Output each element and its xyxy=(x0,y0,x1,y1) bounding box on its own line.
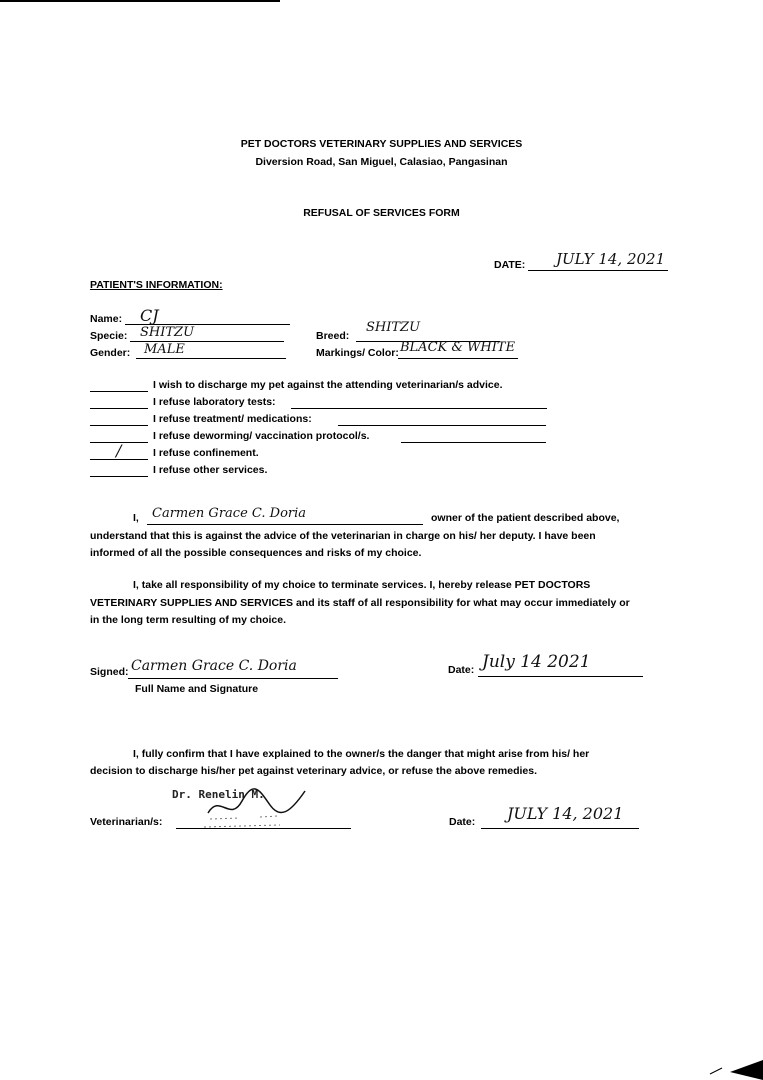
breed-label: Breed: xyxy=(316,330,350,342)
company-address: Diversion Road, San Miguel, Calasiao, Pangasinan xyxy=(255,156,508,168)
owner-line-2: understand that this is against the advice of the veterinarian in charge on his/ her deputy. I have been xyxy=(90,530,596,542)
scan-corner-mark xyxy=(700,1050,763,1080)
detail-line xyxy=(338,425,546,426)
markings-line xyxy=(398,358,518,359)
vet-date-line xyxy=(481,828,639,829)
checklist-item[interactable] xyxy=(90,441,560,465)
vet-confirm-line-1: I, fully confirm that I have explained to the owner/s the danger that might arise from his/ her xyxy=(133,748,590,760)
checkbox-line xyxy=(90,425,148,426)
signed-label: Signed: xyxy=(90,666,129,678)
date-line xyxy=(528,270,668,271)
patient-heading: PATIENT'S INFORMATION: xyxy=(90,279,223,291)
gender-label: Gender: xyxy=(90,347,131,359)
detail-line xyxy=(291,408,547,409)
owner-date-value: July 14 2021 xyxy=(482,652,591,672)
check-mark: / xyxy=(116,441,122,460)
specie-value: SHITZU xyxy=(140,325,195,340)
owner-date-label: Date: xyxy=(448,664,475,676)
name-label: Name: xyxy=(90,313,123,325)
checklist-text: I wish to discharge my pet against the attending veterinarian/s advice. xyxy=(153,379,503,391)
checklist-item[interactable] xyxy=(90,379,560,397)
checklist-text: I refuse deworming/ vaccination protocol/s. xyxy=(153,430,370,442)
markings-value: BLACK & WHITE xyxy=(400,340,516,355)
name-value: CJ xyxy=(140,306,159,325)
owner-prefix: I, xyxy=(133,512,139,524)
checkbox-line xyxy=(90,408,148,409)
checkbox-line xyxy=(90,476,148,477)
scan-edge-mark xyxy=(0,0,280,2)
form-title: REFUSAL OF SERVICES FORM xyxy=(303,207,460,219)
release-line-2: VETERINARY SUPPLIES AND SERVICES and its staff of all responsibility for what may occur immediately or xyxy=(90,597,630,609)
vet-confirm-line-2: decision to discharge his/her pet against veterinary advice, or refuse the above remedies. xyxy=(90,765,537,777)
checklist-item[interactable] xyxy=(90,413,560,431)
signature-caption: Full Name and Signature xyxy=(135,683,259,695)
gender-line xyxy=(136,358,286,359)
owner-signature: Carmen Grace C. Doria xyxy=(131,658,297,674)
vet-date-label: Date: xyxy=(449,816,476,828)
date-value: JULY 14, 2021 xyxy=(556,250,666,268)
detail-line xyxy=(401,442,546,443)
checklist-text: I refuse laboratory tests: xyxy=(153,396,276,408)
checklist-item[interactable] xyxy=(90,396,560,414)
checkbox-line xyxy=(90,391,148,392)
owner-name: Carmen Grace C. Doria xyxy=(152,506,307,521)
vet-stamp-name: Dr. Renelin M. xyxy=(172,788,265,801)
specie-label: Specie: xyxy=(90,330,128,342)
owner-suffix: owner of the patient described above, xyxy=(431,512,620,524)
checklist-item[interactable] xyxy=(90,464,560,482)
owner-line-3: informed of all the possible consequences and risks of my choice. xyxy=(90,547,422,559)
gender-value: MALE xyxy=(144,342,185,357)
date-label: DATE: xyxy=(494,259,526,271)
signature-line xyxy=(128,678,338,679)
checklist-text: I refuse other services. xyxy=(153,464,268,476)
veterinarian-label: Veterinarian/s: xyxy=(90,816,163,828)
checklist-text: I refuse confinement. xyxy=(153,447,259,459)
release-line-1: I, take all responsibility of my choice to terminate services. I, hereby release PET DOCTORS xyxy=(133,579,591,591)
owner-date-line xyxy=(478,676,643,677)
vet-signature-scribble xyxy=(200,783,320,833)
breed-value: SHITZU xyxy=(366,320,421,335)
release-line-3: in the long term resulting of my choice. xyxy=(90,614,287,626)
vet-date-value: JULY 14, 2021 xyxy=(507,804,624,823)
checklist-item[interactable] xyxy=(90,430,560,448)
markings-label: Markings/ Color: xyxy=(316,347,399,359)
checklist-text: I refuse treatment/ medications: xyxy=(153,413,312,425)
company-name: PET DOCTORS VETERINARY SUPPLIES AND SERVICES xyxy=(240,138,523,150)
owner-name-line xyxy=(147,524,423,525)
